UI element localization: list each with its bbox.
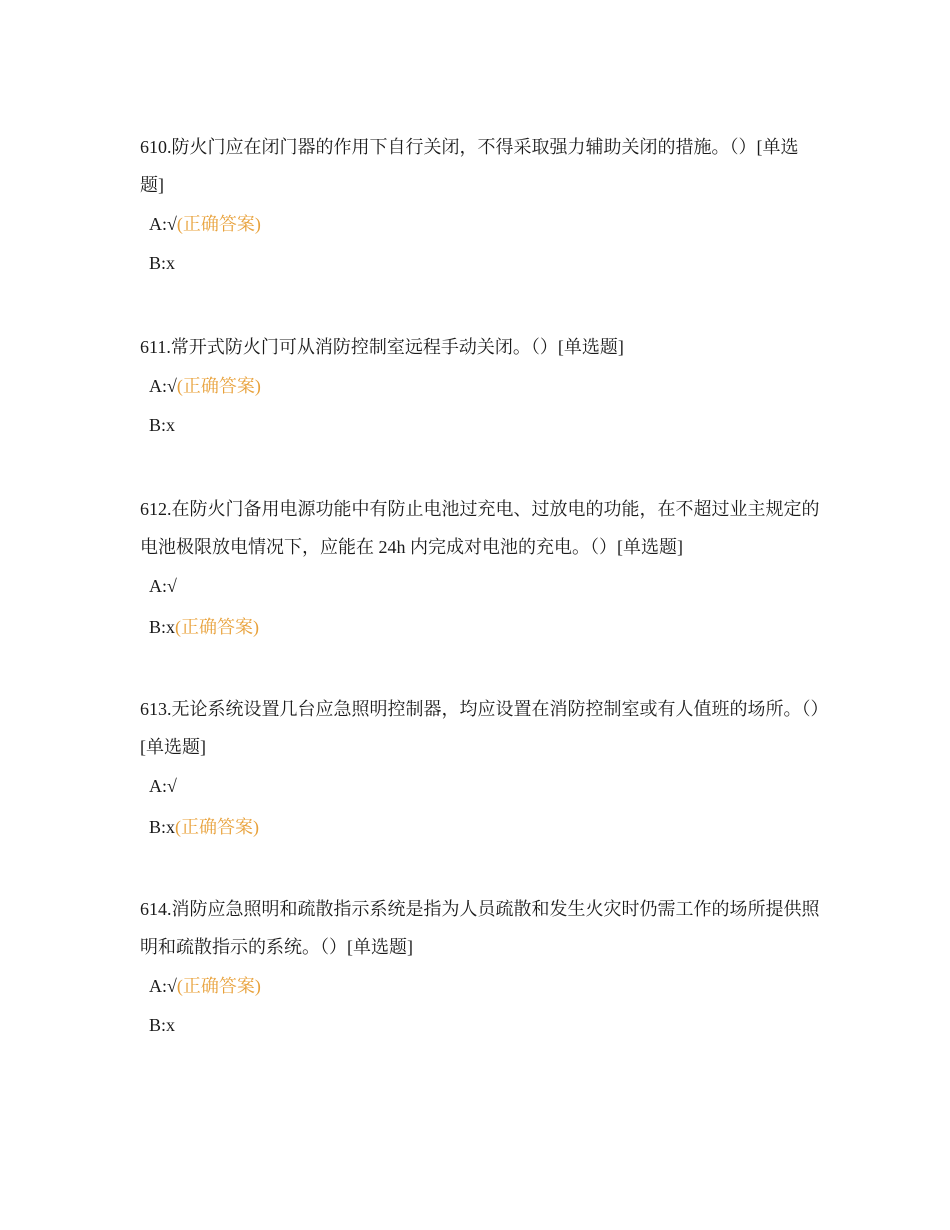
option-label: B:x [149,617,176,637]
correct-answer-mark: (正确答案) [175,817,260,837]
question-612 [140,490,820,639]
question-text: 613.无论系统设置几台应急照明控制器，均应设置在消防控制室或有人值班的场所。（）[单选题] [140,699,820,757]
option-label: B:x [149,415,176,435]
question-text: 611.常开式防火门可从消防控制室远程手动关闭。（）[单选题] [140,337,624,357]
correct-answer-mark: (正确答案) [176,376,261,396]
option-b [149,615,820,639]
question-text: 610.防火门应在闭门器的作用下自行关闭，不得采取强力辅助关闭的措施。（）[单选题] [140,137,799,195]
question-614 [140,890,820,1037]
correct-answer-mark: (正确答案) [176,976,261,996]
option-b [149,251,820,275]
option-a [149,374,820,398]
option-label: A:√ [149,976,177,996]
option-label: B:x [149,1015,176,1035]
option-label: A:√ [149,376,177,396]
option-a [149,774,820,798]
option-label: A:√ [149,576,177,596]
question-610 [140,128,820,275]
option-label: A:√ [149,214,177,234]
option-a [149,212,820,236]
option-label: B:x [149,817,176,837]
option-b [149,413,820,437]
question-613 [140,690,820,839]
option-a [149,974,820,998]
correct-answer-mark: (正确答案) [176,214,261,234]
option-b [149,1013,820,1037]
option-a [149,574,820,598]
option-label: B:x [149,253,176,273]
option-b [149,815,820,839]
correct-answer-mark: (正确答案) [175,617,260,637]
question-611 [140,328,820,437]
question-text: 614.消防应急照明和疏散指示系统是指为人员疏散和发生火灾时仍需工作的场所提供照明和疏散指示的系统。（）[单选题] [140,899,820,957]
option-label: A:√ [149,776,177,796]
question-text: 612.在防火门备用电源功能中有防止电池过充电、过放电的功能，在不超过业主规定的电池极限放电情况下，应能在 24h 内完成对电池的充电。（）[单选题] [140,499,820,557]
